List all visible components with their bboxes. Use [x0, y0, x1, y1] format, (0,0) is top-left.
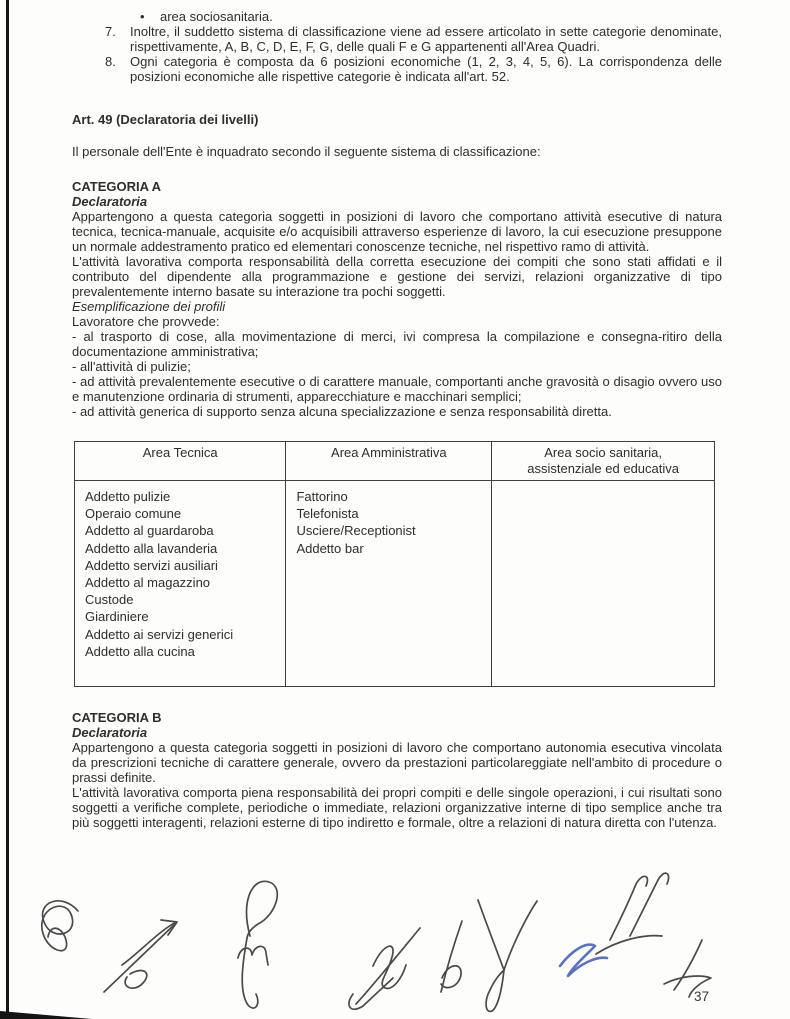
categoria-b-title: CATEGORIA B: [72, 710, 162, 726]
table-header-area-amministrativa: Area Amministrativa: [286, 442, 492, 481]
scan-corner-artifact: [0, 1011, 92, 1019]
categoria-a-paragraph: L'attività lavorativa comporta responsabilità della corretta esecuzione dei compiti che sono stati affidati e il contributo del dipendente alla programmazione e gestione dei servizi, relazioni organizzative di tipo prevalentemente interno basate su interazione tra pochi soggetti.: [72, 254, 722, 299]
table-list-item: Addetto pulizie: [85, 489, 171, 504]
signature-scribble-7: [596, 873, 669, 954]
categoria-b-declaratoria-label: Declaratoria: [72, 725, 148, 741]
table-header-area-tecnica: Area Tecnica: [75, 442, 286, 481]
table-list-item: Telefonista: [296, 506, 359, 522]
duty-item: - all'attività di pulizie;: [72, 359, 191, 374]
table-list-item: Addetto bar: [296, 540, 364, 556]
table-header-area-socio: Area socio sanitaria, assistenziale ed educativa: [492, 442, 715, 481]
categoria-a-paragraph: Appartengono a questa categoria soggetti in posizioni di lavoro che comportano attività esecutive di natura tecnica, tecnica-manuale, acquisite e/o acquisibili attraverso esperienze di lavoro, la cui esecuzione presuppone un normale addestramento pratico ed elementari conoscenze tecniche, nel rispettivo ramo di attività.: [72, 209, 722, 254]
bullet-item-text: area sociosanitaria.: [160, 9, 273, 24]
table-list-item: Usciere/Receptionist: [296, 523, 416, 539]
duty-item: - al trasporto di cose, alla movimentazione di merci, ivi compresa la compilazione e consegna-ritiro della documentazione amministrativa;: [72, 329, 722, 359]
numbered-item-8: [72, 54, 722, 84]
signature-scribble-blue: [560, 945, 607, 976]
categoria-b-paragraph: L'attività lavorativa comporta piena responsabilità dei propri compiti e delle singole operazioni, i cui risultati sono soggetti a verifiche complete, periodiche o immediate, relazioni organizzative interne di tipo semplice anche tra più soggetti interagenti, relazioni esterne di tipo indiretto e formale, oltre a relazioni di natura diretta con l'utenza.: [72, 785, 722, 831]
table-list-item: Fattorino: [296, 489, 348, 504]
handwritten-signatures: [0, 866, 790, 1019]
categoria-a-title: CATEGORIA A: [72, 179, 162, 194]
table-cell-socio: [492, 481, 715, 687]
item-text: Inoltre, il suddetto sistema di classificazione viene ad essere articolato in sette categorie denominate, rispettivamente, A, B, C, D, E, F, G, delle quali F e G appartenenti all'Area Quadri.: [130, 24, 722, 54]
table-cell-tecnica: [75, 481, 286, 687]
table-list-item: Addetto alla lavanderia: [85, 540, 218, 556]
numbered-item-7: [72, 24, 722, 54]
item-number: 8.: [105, 54, 116, 69]
document-content: [72, 9, 722, 830]
duty-item: - ad attività generica di supporto senza alcuna specializzazione e senza responsabilità diretta.: [72, 404, 612, 419]
table-list-item: Addetto al magazzino: [85, 575, 211, 591]
item-text: Ogni categoria è composta da 6 posizioni economiche (1, 2, 3, 4, 5, 6). La corrispondenza delle posizioni economiche alle rispettive categorie è indicata all'art. 52.: [130, 54, 722, 84]
scan-edge-line: [6, 0, 9, 1019]
bullet-list-item: [72, 9, 722, 24]
table-list-item: Custode: [85, 592, 134, 608]
profili-table: [74, 441, 715, 687]
table-body-row: [75, 481, 715, 687]
table-list-item: Addetto alla cucina: [85, 643, 195, 659]
categoria-b-paragraph: Appartengono a questa categoria soggetti in posizioni di lavoro che comportano autonomia esecutiva vincolata da prescrizioni tecniche di carattere generale, ovvero da prestazioni particolareggiate nell'ambito di procedure o prassi definite.: [72, 740, 722, 786]
article-heading: Art. 49 (Declaratoria dei livelli): [72, 112, 259, 127]
signature-scribble-4: [349, 928, 420, 1009]
bullet-icon: •: [140, 9, 145, 24]
table-cell-amministrativa: [286, 481, 492, 687]
table-list-item: Giardiniere: [85, 609, 149, 625]
table-list-item: Addetto servizi ausiliari: [85, 557, 218, 573]
esemplificazione-label: Esemplificazione dei profili: [72, 299, 226, 314]
categoria-a-declaratoria-label: Declaratoria: [72, 194, 148, 209]
table-list-item: Operaio comune: [85, 506, 182, 522]
article-intro: Il personale dell'Ente è inquadrato secondo il seguente sistema di classificazione:: [72, 144, 541, 159]
table-list-item: Addetto al guardaroba: [85, 523, 214, 539]
table-header-row: [75, 442, 715, 481]
signature-scribble-1: [42, 901, 78, 951]
item-number: 7.: [105, 24, 116, 39]
signature-scribble-6: [478, 900, 537, 1011]
provvede-line: Lavoratore che provvede:: [72, 314, 220, 329]
page-number: 37: [694, 989, 710, 1004]
duty-item: - ad attività prevalentemente esecutive o di carattere manuale, comportanti anche gravosità o disagio ovvero uso e manutenzione ordinaria di strumenti, apparecchiature e macchinari semplici;: [72, 374, 722, 404]
signature-scribble-3: [238, 881, 277, 1008]
table-list-item: Addetto ai servizi generici: [85, 626, 234, 642]
signature-scribble-2: [104, 920, 177, 992]
signature-scribble-5: [441, 921, 462, 992]
